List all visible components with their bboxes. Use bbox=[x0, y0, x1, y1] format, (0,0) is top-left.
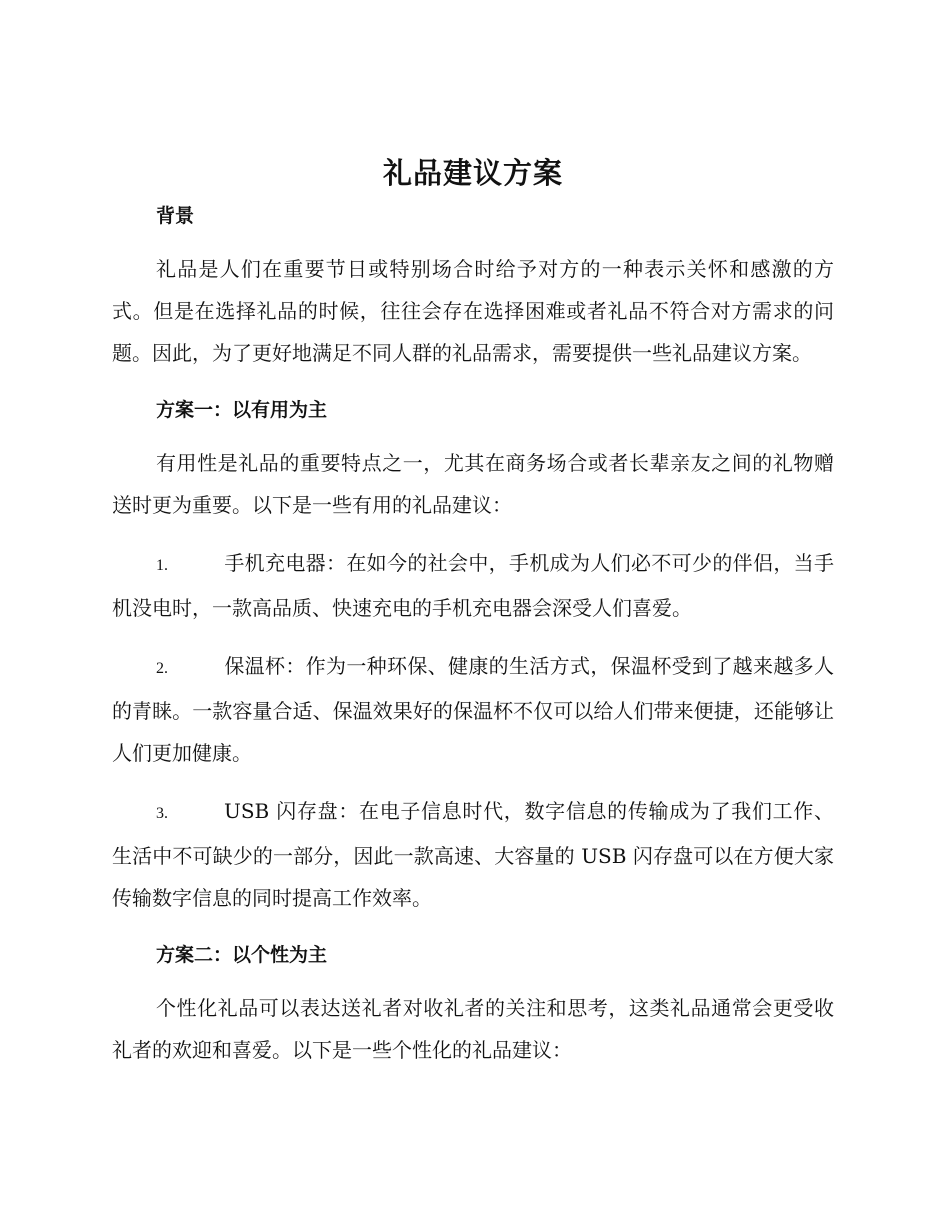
section-heading-background: 背景 bbox=[156, 205, 195, 227]
document-page bbox=[112, 150, 834, 1071]
list-item-number: 2. bbox=[156, 660, 168, 677]
list-item bbox=[112, 645, 834, 774]
plan-two-intro: 个性化礼品可以表达送礼者对收礼者的关注和思考，这类礼品通常会更受收礼者的欢迎和喜爱。以下是一些个性化的礼品建议： bbox=[112, 996, 834, 1062]
list-item-text: USB 闪存盘：在电子信息时代，数字信息的传输成为了我们工作、生活中不可缺少的一部分，因此一款高速、大容量的 USB 闪存盘可以在方便大家传输数字信息的同时提高工作效率。 bbox=[112, 799, 834, 910]
list-item-text: 保温杯：作为一种环保、健康的生活方式，保温杯受到了越来越多人的青睐。一款容量合适、保温效果好的保温杯不仅可以给人们带来便捷，还能够让人们更加健康。 bbox=[112, 654, 834, 765]
list-item bbox=[112, 790, 834, 919]
section-heading-plan-one: 方案一：以有用为主 bbox=[156, 399, 328, 421]
document-title: 礼品建议方案 bbox=[382, 156, 563, 190]
plan-one-intro: 有用性是礼品的重要特点之一，尤其在商务场合或者长辈亲友之间的礼物赠送时更为重要。以下是一些有用的礼品建议： bbox=[112, 451, 834, 517]
section-heading-plan-two: 方案二：以个性为主 bbox=[156, 944, 328, 966]
list-item-number: 1. bbox=[156, 557, 168, 574]
background-paragraph: 礼品是人们在重要节日或特别场合时给予对方的一种表示关怀和感激的方式。但是在选择礼品的时候，往往会存在选择困难或者礼品不符合对方需求的问题。因此，为了更好地满足不同人群的礼品需求，需要提供一些礼品建议方案。 bbox=[112, 257, 834, 365]
list-item bbox=[112, 542, 834, 629]
list-item-number: 3. bbox=[156, 805, 168, 822]
list-item-text: 手机充电器：在如今的社会中，手机成为人们必不可少的伴侣，当手机没电时，一款高品质、快速充电的手机充电器会深受人们喜爱。 bbox=[112, 551, 834, 620]
